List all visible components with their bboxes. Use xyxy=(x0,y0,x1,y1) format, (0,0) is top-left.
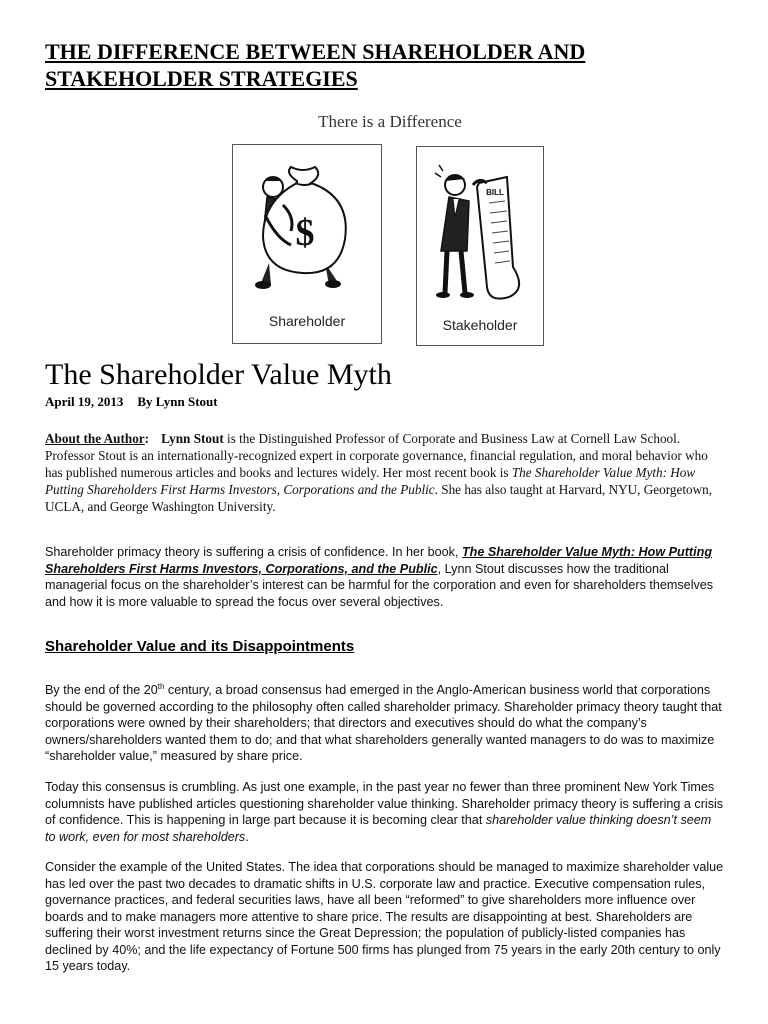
about-text-1: is the Distinguished Professor of Corporate and Business Law at Cornell Law School. Professor Stout is an internationally-recognized expert in corporate governance, financial regulation, and moral behavior who has published numerous articles and books and lectures widely. Her most recent book is xyxy=(45,431,708,480)
about-text-2: . She has also taught at Harvard, NYU, Georgetown, UCLA, and George Washington University. xyxy=(45,482,713,514)
book-link[interactable]: The Shareholder Value Myth: How Putting Shareholders First Harms Investors, Corporations, and the Public xyxy=(45,545,713,576)
p1-text-a: By the end of the 20 xyxy=(45,683,158,697)
article-date: April 19, 2013 xyxy=(45,394,124,409)
figure-caption: There is a Difference xyxy=(318,112,462,131)
about-colon: : xyxy=(144,431,150,446)
section-heading: Shareholder Value and its Disappointments xyxy=(45,638,355,655)
body-paragraph-3: Consider the example of the United States. The idea that corporations should be managed to maximize shareholder value has led over the past two decades to dramatic shifts in U.S. corporate law and practice. Executive compensation rules, governance practices, and federal securities laws, have all been “reformed” to give shareholders more influence over boards and to make managers more attentive to share price. The results are disappointing at best. Shareholders are suffering their worst investment returns since the Great Depression; the population of publicly-listed companies has declined by 40%; and the life expectancy of Fortune 500 firms has plunged from 75 years in the early 20th century to only 15 years today. xyxy=(45,860,724,973)
p1-text-b: century, a broad consensus had emerged in the Anglo-American business world that corporations should be governed according to the philosophy often called shareholder primacy. Shareholder primacy theory taught that corporations were owned by their shareholders; that directors and executives should do what the company’s owners/shareholders wanted them to do; and that what shareholders generally wanted managers to do was to maximize “shareholder value,” measured by share price. xyxy=(45,683,722,763)
book-title: The Shareholder Value Myth: How Putting Shareholders First Harms Investors, Corporations and the Public xyxy=(45,465,696,497)
body-paragraph-2 xyxy=(45,779,725,845)
p2-text-a: Today this consensus is crumbling. As just one example, in the past year no fewer than three prominent New York Times columnists have published articles questioning shareholder value thinking. Shareholder primacy theory is suffering a crisis of confidence. This is happening in large part because it is becoming clear that xyxy=(45,780,724,827)
body-paragraph-1 xyxy=(45,682,725,765)
bill-text: BILL xyxy=(486,188,504,197)
shareholder-label: Shareholder xyxy=(268,313,346,329)
difference-figure xyxy=(230,110,550,350)
intro-text-2: , Lynn Stout discusses how the traditional managerial focus on the shareholder’s interest can be harmful for the corporation and even for shareholders themselves and how it is more valuable to spread the focus over several objectives. xyxy=(45,561,714,609)
shareholder-panel xyxy=(232,144,382,344)
p2-emphasis: shareholder value thinking doesn’t seem to work, even for most shareholders xyxy=(45,813,712,844)
document-title: THE DIFFERENCE BETWEEN SHAREHOLDER AND STAKEHOLDER STRATEGIES xyxy=(45,39,586,91)
stakeholder-bill-illustration xyxy=(417,147,542,312)
intro-paragraph xyxy=(45,544,725,610)
shareholder-money-bag-illustration xyxy=(233,145,380,305)
about-author-paragraph xyxy=(45,430,725,515)
author-name: Lynn Stout xyxy=(161,431,224,446)
stakeholder-panel xyxy=(416,146,544,346)
intro-text-1: Shareholder primacy theory is suffering a crisis of confidence. In her book, xyxy=(45,545,462,559)
byline xyxy=(45,394,218,410)
dollar-sign: $ xyxy=(295,212,315,254)
article-author: By Lynn Stout xyxy=(137,394,218,409)
stakeholder-label: Stakeholder xyxy=(442,317,518,333)
p1-superscript: th xyxy=(157,681,165,691)
p2-text-b: . xyxy=(245,829,249,844)
article-title: The Shareholder Value Myth xyxy=(45,358,392,391)
about-author-label: About the Author xyxy=(45,431,145,446)
